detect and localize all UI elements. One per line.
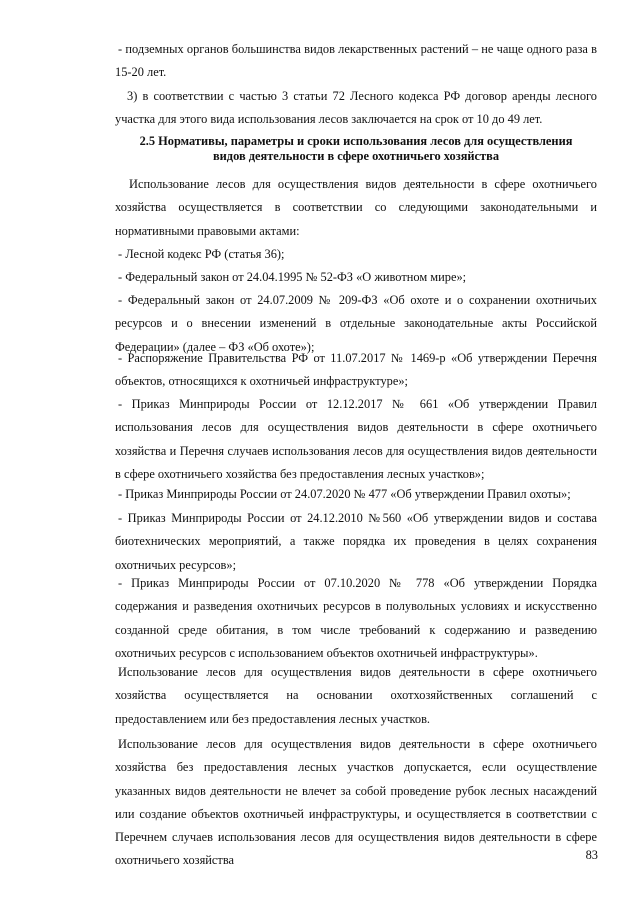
list-item-forest-code: - Лесной кодекс РФ (статья 36); [118, 247, 285, 261]
paragraph-without-plots: Использование лесов для осуществления видов деятельности в сфере охотничьего хозяйства без предоставления лесных участков допускается, если осуществление указанных видов деятельности не влечет за собой проведение рубок лесных насаждений или создание объектов охотничьей инфраструктуры, и осуществляется в соответствии с Перечнем случаев использования лесов для осуществления видов деятельности в сфере охотничьего хозяйства [115, 737, 597, 868]
list-item-order-477: - Приказ Минприроды России от 24.07.2020 № 477 «Об утверждении Правил охоты»; [118, 487, 571, 501]
section-heading-line-2: видов деятельности в сфере охотничьего хозяйства [212, 149, 500, 163]
paragraph-top-2: 3) в соответствии с частью 3 статьи 72 Лесного кодекса РФ договор аренды лесного участка для этого вида использования лесов заключается на срок от 10 до 49 лет. [115, 89, 597, 127]
list-item-hunting-law: - Федеральный закон от 24.07.2009 № 209-ФЗ «Об охоте и о сохранении охотничьих ресурсов и о внесении изменений в отдельные законодательные акты Российской Федерации» (далее – ФЗ «Об охоте»); [115, 293, 597, 354]
page-number: 83 [585, 848, 598, 862]
list-item-order-560: - Приказ Минприроды России от 24.12.2010 №560 «Об утверждении видов и состава биотехнических мероприятий, а также порядка их проведения в целях сохранения охотничьих ресурсов»; [115, 511, 597, 572]
paragraph-basis: Использование лесов для осуществления видов деятельности в сфере охотничьего хозяйства осуществляется на основании охотхозяйственных соглашений с предоставлением или без предоставления лесных участков. [115, 665, 597, 726]
list-item-government-order: - Распоряжение Правительства РФ от 11.07.2017 № 1469-р «Об утверждении Перечня объектов, относящихся к охотничьей инфраструктуре»; [115, 351, 597, 389]
list-item-order-661: - Приказ Минприроды России от 12.12.2017 № 661 «Об утверждении Правил использования лесов для осуществления видов деятельности в сфере охотничьего хозяйства и Перечня случаев использования лесов для осуществления видов деятельности в сфере охотничьего хозяйства без предоставления лесных участков»; [115, 397, 597, 481]
paragraph-top-1: - подземных органов большинства видов лекарственных растений – не чаще одного раза в 15-20 лет. [115, 42, 597, 80]
section-heading-line-1: 2.5 Нормативы, параметры и сроки использования лесов для осуществления [139, 134, 573, 148]
paragraph-intro: Использование лесов для осуществления видов деятельности в сфере охотничьего хозяйства осуществляется в соответствии со следующими законодательными и нормативными правовыми актами: [115, 177, 597, 238]
list-item-order-778: - Приказ Минприроды России от 07.10.2020 № 778 «Об утверждении Порядка содержания и разведения охотничьих ресурсов в полувольных условиях и искусственно созданной среде обитания, в том числе требований к содержанию и разведению охотничьих ресурсов с использованием объектов охотничьей инфраструктуры». [115, 576, 597, 660]
list-item-wildlife-law: - Федеральный закон от 24.04.1995 № 52-ФЗ «О животном мире»; [118, 270, 467, 284]
